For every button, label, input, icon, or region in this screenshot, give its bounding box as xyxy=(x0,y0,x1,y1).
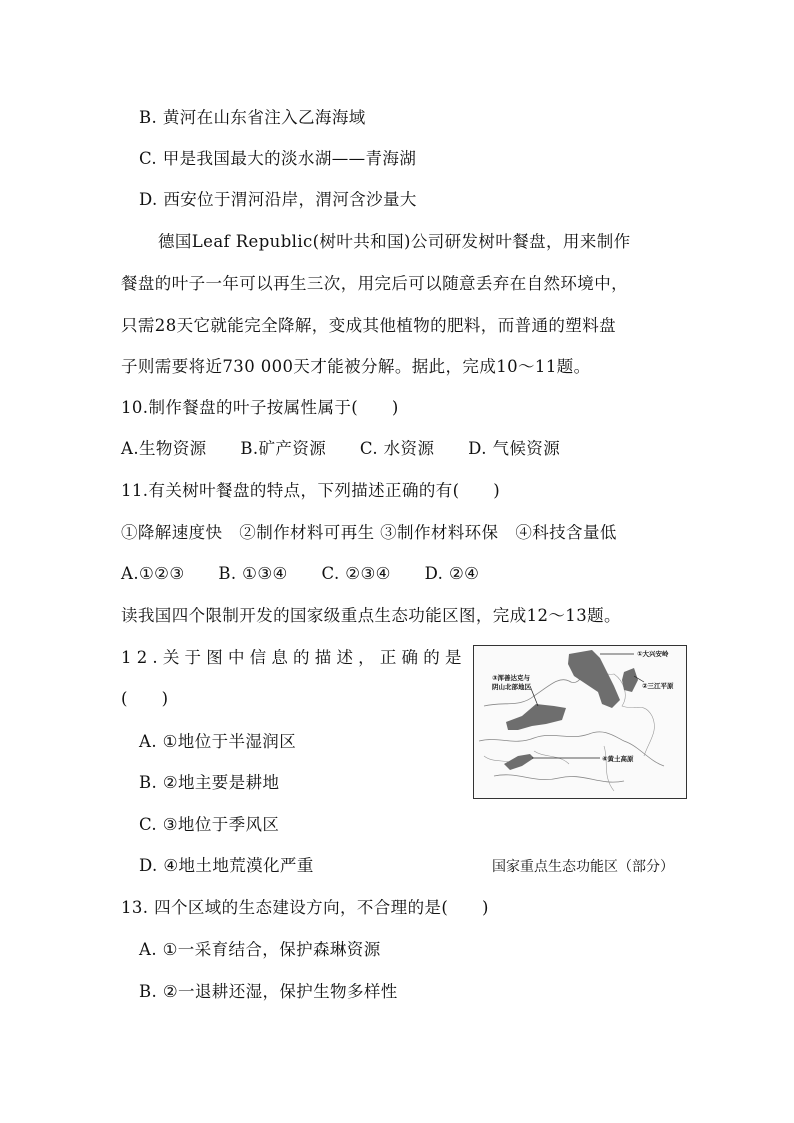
map-label-3b: 阴山北部地区 xyxy=(492,683,531,691)
passage-line-2: 餐盘的叶子一年可以再生三次，用完后可以随意丢弃在自然环境中， xyxy=(121,274,628,293)
question-13-option-b: B. ②一退耕还湿，保护生物多样性 xyxy=(139,982,398,1001)
map-region-2-sanjiang xyxy=(622,668,638,692)
question-11-options: A.①②③ B. ①③④ C. ②③④ D. ②④ xyxy=(121,564,480,583)
question-13-stem: 13. 四个区域的生态建设方向，不合理的是( ) xyxy=(121,898,489,917)
question-12-option-d: D. ④地土地荒漠化严重 xyxy=(139,856,314,875)
question-11-stem: 11.有关树叶餐盘的特点，下列描述正确的有( ) xyxy=(121,481,501,500)
map-leader-3 xyxy=(530,686,538,706)
map-label-3a: ③浑善达克与 xyxy=(492,674,531,682)
question-12-option-a: A. ①地位于半湿润区 xyxy=(139,732,297,751)
map-region-4-loess xyxy=(504,754,534,770)
map-region-1-daxinganling xyxy=(568,650,620,708)
passage-line-4: 子则需要将近730 000天才能被分解。据此，完成10～11题。 xyxy=(121,357,591,376)
passage-line-3: 只需28天它就能完全降解，变成其他植物的肥料，而普通的塑料盘 xyxy=(121,316,616,335)
ecological-zone-map xyxy=(473,645,687,799)
question-12-option-c: C. ③地位于季风区 xyxy=(139,815,280,834)
question-10-options: A.生物资源 B.矿产资源 C. 水资源 D. 气候资源 xyxy=(121,439,561,458)
question-12-blank: ( ) xyxy=(121,689,169,708)
map-label-4: ④黄土高原 xyxy=(602,755,634,763)
question-11-statements: ①降解速度快 ②制作材料可再生 ③制作材料环保 ④科技含量低 xyxy=(121,523,617,542)
question-10-stem: 10.制作餐盘的叶子按属性属于( ) xyxy=(121,398,399,417)
question-12-stem: 12.关于图中信息的描述，正确的是 xyxy=(121,648,467,667)
passage-line-1: 德国Leaf Republic(树叶共和国)公司研发树叶餐盘，用来制作 xyxy=(158,232,631,251)
map-region-3-hunshandake xyxy=(506,704,566,730)
question-12-intro: 读我国四个限制开发的国家级重点生态功能区图，完成12～13题。 xyxy=(121,606,621,625)
question-9-option-b: B. 黄河在山东省注入乙海海域 xyxy=(139,108,366,127)
map-label-1: ①大兴安岭 xyxy=(637,650,669,658)
question-13-option-a: A. ①一采育结合，保护森琳资源 xyxy=(139,940,381,959)
map-drawing xyxy=(474,646,686,798)
question-12-option-b: B. ②地主要是耕地 xyxy=(139,773,280,792)
map-caption: 国家重点生态功能区（部分） xyxy=(492,859,674,875)
map-label-2: ②三江平原 xyxy=(642,682,674,690)
question-9-option-c: C. 甲是我国最大的淡水湖——青海湖 xyxy=(139,149,417,168)
question-9-option-d: D. 西安位于渭河沿岸，渭河含沙量大 xyxy=(139,190,417,209)
